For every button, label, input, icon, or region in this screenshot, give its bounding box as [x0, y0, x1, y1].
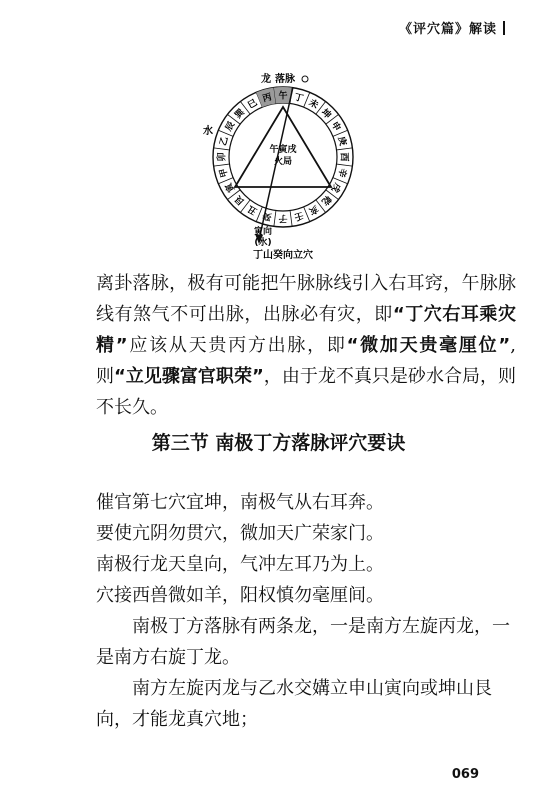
ring-label: 坤: [319, 107, 333, 121]
ring-label: 寅: [224, 180, 238, 194]
running-header: [399, 18, 505, 37]
p1-quote-3: “立见骤富官职荣”: [114, 366, 264, 387]
ring-label: 辰: [224, 120, 238, 134]
compass-svg: [195, 62, 370, 262]
label-center-bottom: 火局: [273, 157, 293, 167]
ring-label: 戌: [328, 180, 342, 194]
label-vein: 落脉: [275, 74, 295, 85]
vein-marker: [302, 76, 308, 82]
paragraph-2: 南极丁方落脉有两条龙，一是南方左旋丙龙，一是南方右旋丁龙。: [96, 616, 510, 668]
paragraph-1: [96, 268, 516, 423]
ring-label: 巽: [233, 107, 247, 121]
ring-divider: [214, 164, 230, 166]
ring-label: 申: [328, 120, 342, 134]
p1-text-a: 离卦落脉，极有可能把午脉脉线引入右耳窍，午脉脉线有煞气不可出脉，出脉必有灾，即: [96, 273, 516, 325]
p1-text-e: ，由于龙不真只是砂水合局，则不长久。: [96, 366, 516, 418]
ring-divider: [337, 164, 353, 166]
ring-label: 丙: [261, 92, 273, 105]
section-title: 第三节 南极丁方落脉评穴要诀: [151, 432, 406, 454]
ring-label: 壬: [293, 209, 305, 222]
p1-text-c: 应该从天贵丙方出脉，即: [127, 335, 347, 356]
ring-label: 庚: [335, 135, 348, 147]
label-center-top: 午寅戌: [269, 145, 297, 155]
ring-label: 丑: [246, 202, 260, 216]
verse-line: 南极行龙天皇向，气冲左耳乃为上。: [96, 554, 384, 575]
page-number: 069: [451, 767, 479, 782]
ring-divider: [214, 148, 230, 150]
p1-quote-2: “微加天贵毫厘位”: [346, 335, 511, 356]
ring-label: 艮: [233, 193, 247, 207]
diagram-caption: 丁山癸向立穴: [253, 250, 313, 261]
ring-label: 丁: [293, 92, 305, 105]
ring-label: 酉: [338, 152, 349, 162]
label-water: 水: [203, 126, 213, 137]
ring-divider: [274, 211, 276, 227]
paragraph-3: 南方左旋丙龙与乙水交媾立申山寅向或坤山艮向，才能龙真穴地；: [96, 678, 492, 730]
ring-label: 乾: [319, 193, 333, 207]
ring-label: 癸: [261, 209, 273, 222]
ring-label: 辛: [335, 167, 348, 179]
ring-divider: [337, 148, 353, 150]
label-direction-sub: (水): [254, 238, 272, 248]
verse-line: 要使亢阴勿贯穴，微加天广荣家门。: [96, 523, 384, 544]
ring-label: 午: [278, 91, 288, 102]
ring-label: 亥: [306, 202, 320, 216]
label-direction: 寅向: [253, 227, 273, 237]
verse-block: [96, 487, 516, 611]
ring-label: 乙: [218, 135, 231, 147]
ring-label: 巳: [246, 98, 260, 112]
ring-label: 甲: [218, 167, 231, 179]
ring-label: 子: [278, 212, 288, 223]
verse-line: 穴接西兽微如羊，阳权慎勿毫厘间。: [96, 585, 384, 606]
header-bar: [503, 21, 505, 35]
header-title: 《评穴篇》解读: [398, 22, 497, 37]
ring-label: 卯: [217, 152, 228, 162]
compass-diagram: [195, 62, 370, 262]
ring-label: 未: [306, 98, 320, 112]
verse-line: 催官第七穴宜坤，南极气从右耳奔。: [96, 492, 384, 513]
p1-text-d: ,则: [96, 335, 516, 387]
ring-divider: [290, 211, 292, 227]
p1-quote-1: “丁穴右耳乘灾精”: [96, 304, 516, 356]
label-long: 龙: [261, 74, 271, 85]
